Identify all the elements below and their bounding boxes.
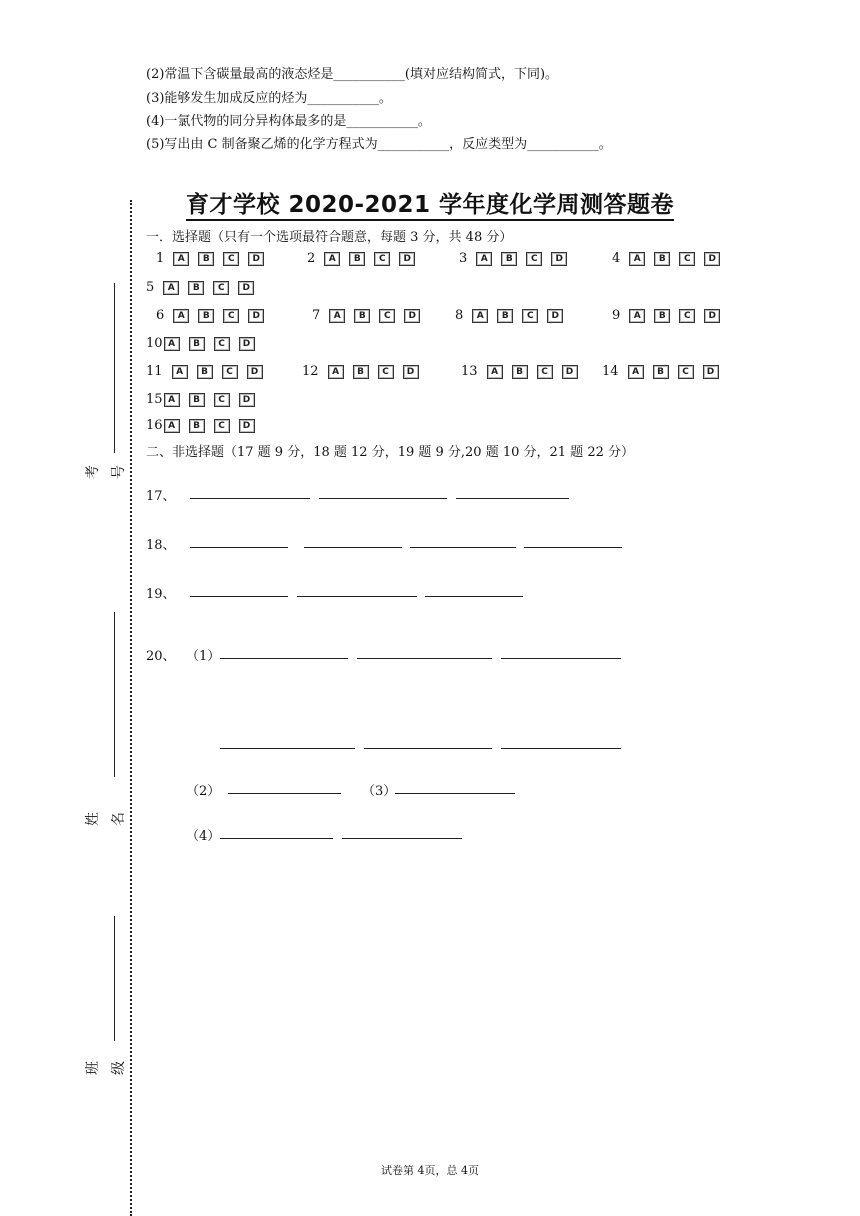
mc-number: 3	[459, 251, 468, 266]
mc-option-8-d[interactable]: D	[547, 309, 563, 323]
mc-option-9-c[interactable]: C	[679, 309, 695, 323]
mc-question-1	[156, 251, 273, 266]
mc-option-16-a[interactable]: A	[164, 419, 180, 433]
mc-option-14-c[interactable]: C	[678, 365, 694, 379]
mc-number: 9	[612, 308, 621, 323]
mc-option-4-d[interactable]: D	[704, 252, 720, 266]
q20-4-blank-1[interactable]	[220, 838, 333, 839]
mc-question-16	[146, 418, 264, 433]
mc-option-5-a[interactable]: A	[163, 281, 179, 295]
mc-option-13-a[interactable]: A	[487, 365, 503, 379]
mc-option-6-b[interactable]: B	[198, 309, 214, 323]
mc-option-4-b[interactable]: B	[654, 252, 670, 266]
exam-no-label: 考号	[85, 465, 127, 479]
mc-option-5-b[interactable]: B	[188, 281, 204, 295]
mc-option-9-a[interactable]: A	[629, 309, 645, 323]
q20-2-blank[interactable]	[228, 793, 341, 794]
mc-option-5-c[interactable]: C	[213, 281, 229, 295]
mc-question-2	[307, 251, 424, 266]
mc-option-3-b[interactable]: B	[501, 252, 517, 266]
q20-1-blank-4[interactable]	[220, 748, 355, 749]
mc-question-12	[302, 364, 428, 379]
page-title: 育才学校 2020-2021 学年度化学周测答题卷	[0, 186, 860, 219]
mc-question-4	[612, 251, 729, 266]
q18-blank-4[interactable]	[524, 547, 622, 548]
mc-option-1-b[interactable]: B	[198, 252, 214, 266]
mc-option-12-b[interactable]: B	[353, 365, 369, 379]
mc-option-2-d[interactable]: D	[399, 252, 415, 266]
page-footer: 试卷第 4页，总 4页	[381, 1164, 479, 1177]
mc-option-10-b[interactable]: B	[189, 337, 205, 351]
mc-option-4-a[interactable]: A	[629, 252, 645, 266]
mc-option-11-b[interactable]: B	[197, 365, 213, 379]
mc-number: 1	[156, 251, 165, 266]
mc-number: 8	[455, 308, 464, 323]
mc-option-15-c[interactable]: C	[214, 393, 230, 407]
mc-number: 13	[461, 364, 478, 379]
mc-option-15-a[interactable]: A	[164, 393, 180, 407]
q17-blank-1[interactable]	[190, 498, 310, 499]
mc-option-8-b[interactable]: B	[497, 309, 513, 323]
mc-option-16-c[interactable]: C	[214, 419, 230, 433]
mc-option-1-d[interactable]: D	[248, 252, 264, 266]
q17-blank-2[interactable]	[319, 498, 447, 499]
mc-option-10-d[interactable]: D	[239, 337, 255, 351]
mc-option-13-d[interactable]: D	[562, 365, 578, 379]
mc-option-7-a[interactable]: A	[329, 309, 345, 323]
mc-option-11-a[interactable]: A	[172, 365, 188, 379]
mc-number: 14	[602, 364, 619, 379]
q20-sub4-label: （4）	[186, 829, 221, 844]
question-5-text: (5)写出由 C 制备聚乙烯的化学方程式为___________，反应类型为___________。	[146, 137, 612, 152]
mc-option-14-b[interactable]: B	[653, 365, 669, 379]
mc-option-10-c[interactable]: C	[214, 337, 230, 351]
q20-sub3-label: （3）	[362, 784, 397, 799]
question-4-text: (4)一氯代物的同分异构体最多的是___________。	[146, 114, 431, 129]
q20-1-blank-6[interactable]	[501, 748, 621, 749]
mc-option-6-a[interactable]: A	[173, 309, 189, 323]
mc-question-11	[146, 364, 272, 379]
mc-option-6-c[interactable]: C	[223, 309, 239, 323]
question-3-text: (3)能够发生加成反应的烃为___________。	[146, 91, 392, 106]
mc-option-9-d[interactable]: D	[704, 309, 720, 323]
mc-number: 11	[146, 364, 163, 379]
mc-option-15-d[interactable]: D	[239, 393, 255, 407]
q18-blank-2[interactable]	[304, 547, 402, 548]
mc-option-3-a[interactable]: A	[476, 252, 492, 266]
mc-option-6-d[interactable]: D	[248, 309, 264, 323]
mc-option-11-d[interactable]: D	[247, 365, 263, 379]
q19-blank-1[interactable]	[190, 596, 288, 597]
mc-option-16-b[interactable]: B	[189, 419, 205, 433]
mc-option-2-c[interactable]: C	[374, 252, 390, 266]
mc-option-15-b[interactable]: B	[189, 393, 205, 407]
mc-question-6	[156, 308, 273, 323]
q19-blank-2[interactable]	[297, 596, 417, 597]
mc-option-16-d[interactable]: D	[239, 419, 255, 433]
class-line[interactable]	[114, 916, 115, 1041]
question-2-text: (2)常温下含碳量最高的液态烃是___________(填对应结构简式，下同)。	[146, 67, 559, 82]
section-2-heading: 二、非选择题（17 题 9 分，18 题 12 分，19 题 9 分,20 题 10 分，21 题 22 分）	[146, 445, 634, 460]
mc-option-3-d[interactable]: D	[551, 252, 567, 266]
mc-number: 7	[312, 308, 321, 323]
mc-number: 12	[302, 364, 319, 379]
mc-question-10	[146, 336, 264, 351]
mc-option-7-c[interactable]: C	[379, 309, 395, 323]
q18-blank-3[interactable]	[410, 547, 516, 548]
mc-question-9	[612, 308, 729, 323]
mc-option-8-a[interactable]: A	[472, 309, 488, 323]
q19-blank-3[interactable]	[425, 596, 523, 597]
mc-question-8	[455, 308, 572, 323]
mc-option-12-a[interactable]: A	[328, 365, 344, 379]
mc-question-15	[146, 392, 264, 407]
mc-option-11-c[interactable]: C	[222, 365, 238, 379]
mc-option-13-c[interactable]: C	[537, 365, 553, 379]
q20-1-blank-5[interactable]	[364, 748, 492, 749]
mc-option-2-b[interactable]: B	[349, 252, 365, 266]
mc-option-8-c[interactable]: C	[522, 309, 538, 323]
mc-number: 6	[156, 308, 165, 323]
q18-blank-1[interactable]	[190, 547, 288, 548]
mc-number: 5	[146, 280, 155, 295]
class-label: 班 级	[85, 1061, 127, 1075]
mc-question-3	[459, 251, 576, 266]
q20-3-blank[interactable]	[395, 793, 515, 794]
mc-option-7-b[interactable]: B	[354, 309, 370, 323]
mc-question-14	[602, 364, 728, 379]
q20-sub2-label: （2）	[186, 784, 221, 799]
mc-option-3-c[interactable]: C	[526, 252, 542, 266]
mc-option-14-d[interactable]: D	[703, 365, 719, 379]
mc-option-12-d[interactable]: D	[403, 365, 419, 379]
mc-number: 10	[146, 336, 163, 351]
mc-question-5	[146, 280, 263, 295]
q20-1-blank-1[interactable]	[220, 658, 348, 659]
name-line[interactable]	[114, 612, 115, 777]
mc-option-2-a[interactable]: A	[324, 252, 340, 266]
mc-number: 15	[146, 392, 163, 407]
mc-number: 16	[146, 418, 163, 433]
section-1-heading: 一．选择题（只有一个选项最符合题意，每题 3 分，共 48 分）	[146, 230, 513, 245]
q20-1-blank-2[interactable]	[357, 658, 492, 659]
q17-label: 17、	[146, 489, 176, 504]
mc-option-1-a[interactable]: A	[173, 252, 189, 266]
q20-1-blank-3[interactable]	[501, 658, 621, 659]
mc-option-14-a[interactable]: A	[628, 365, 644, 379]
mc-option-4-c[interactable]: C	[679, 252, 695, 266]
name-label: 姓 名	[85, 798, 127, 826]
q20-sub1-label: （1）	[186, 649, 221, 664]
mc-option-10-a[interactable]: A	[164, 337, 180, 351]
mc-question-7	[312, 308, 429, 323]
q20-label: 20、	[146, 649, 176, 664]
q19-label: 19、	[146, 587, 176, 602]
mc-number: 4	[612, 251, 621, 266]
mc-option-1-c[interactable]: C	[223, 252, 239, 266]
q17-blank-3[interactable]	[456, 498, 569, 499]
mc-option-5-d[interactable]: D	[238, 281, 254, 295]
mc-option-9-b[interactable]: B	[654, 309, 670, 323]
exam-no-line[interactable]	[114, 283, 115, 453]
mc-option-13-b[interactable]: B	[512, 365, 528, 379]
q20-4-blank-2[interactable]	[342, 838, 462, 839]
q18-label: 18、	[146, 538, 176, 553]
mc-option-12-c[interactable]: C	[378, 365, 394, 379]
mc-number: 2	[307, 251, 316, 266]
mc-question-13	[461, 364, 587, 379]
mc-option-7-d[interactable]: D	[404, 309, 420, 323]
